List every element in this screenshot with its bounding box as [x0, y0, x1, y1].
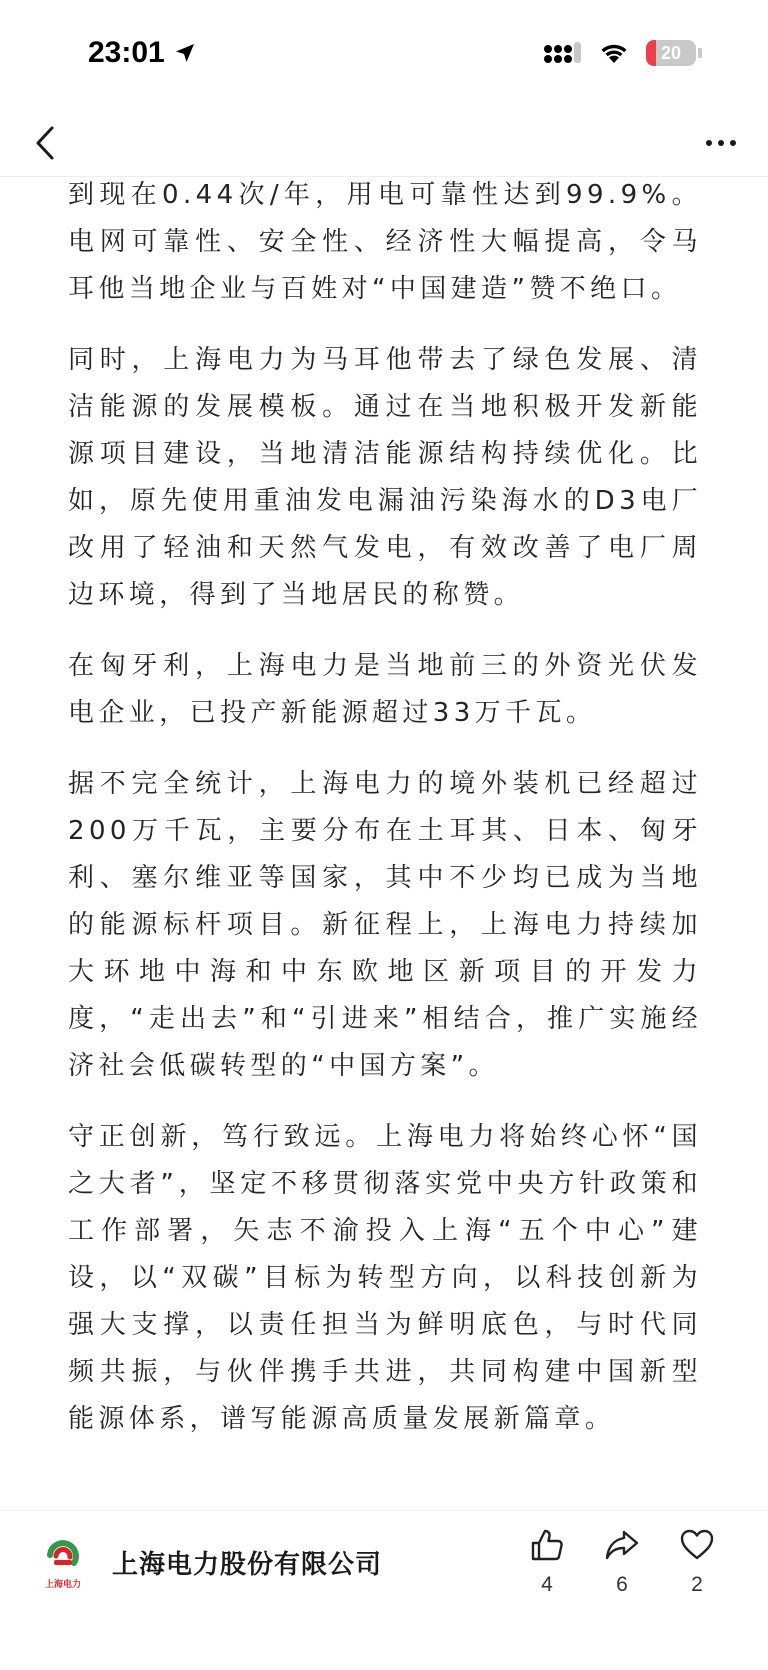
battery-fill	[646, 40, 656, 66]
status-time	[88, 36, 197, 70]
favorite-count: 2	[691, 1573, 703, 1596]
article-paragraph: 在匈牙利，上海电力是当地前三的外资光伏发电企业，已投产新能源超过33万千瓦。	[68, 651, 702, 728]
back-button[interactable]	[22, 118, 72, 168]
article-body	[68, 172, 702, 1510]
author-profile[interactable]	[38, 1535, 382, 1589]
article-paragraph: 同时，上海电力为马耳他带去了绿色发展、清洁能源的发展模板。通过在当地积极开发新能源项目建设，当地清洁能源结构持续优化。比如，原先使用重油发电漏油污染海水的D3电厂改用了轻油和天然气发电，有效改善了电厂周边环境，得到了当地居民的称赞。	[68, 345, 702, 610]
share-icon	[604, 1527, 640, 1563]
more-horizontal-icon	[696, 118, 746, 168]
logo-mark	[38, 1535, 88, 1575]
chevron-left-icon	[22, 118, 72, 168]
status-indicators	[544, 40, 702, 66]
time-text: 23:01	[88, 36, 165, 69]
article-paragraph: 守正创新，笃行致远。上海电力将始终心怀“国之大者”，坚定不移贯彻落实党中央方针政策和工作部署，矢志不渝投入上海“五个中心”建设，以“双碳”目标为转型方向，以科技创新为强大支撑，以责任担当为鲜明底色，与时代同频共振，与伙伴携手共进，共同构建中国新型能源体系，谱写能源高质量发展新篇章。	[68, 1122, 702, 1434]
cellular-signal-icon	[544, 40, 582, 66]
company-logo-icon	[38, 1535, 88, 1589]
nav-bar	[0, 110, 768, 177]
share-button[interactable]	[592, 1527, 652, 1597]
battery-level: 20	[660, 42, 682, 63]
like-count: 4	[541, 1573, 553, 1596]
logo-text: 上海电力	[44, 1580, 81, 1590]
location-arrow-icon	[173, 41, 197, 65]
battery-indicator	[646, 40, 702, 66]
article-paragraph: 到现在0.44次/年，用电可靠性达到99.9%。电网可靠性、安全性、经济性大幅提高，令马耳他当地企业与百姓对“中国建造”赞不绝口。	[68, 180, 702, 304]
heart-icon	[679, 1527, 715, 1563]
wifi-icon	[598, 41, 630, 65]
battery-tip	[698, 48, 702, 58]
article-paragraph: 据不完全统计，上海电力的境外装机已经超过200万千瓦，主要分布在土耳其、日本、匈牙利、塞尔维亚等国家，其中不少均已成为当地的能源标杆项目。新征程上，上海电力持续加大环地中海和中东欧地区新项目的开发力度，“走出去”和“引进来”相结合，推广实施经济社会低碳转型的“中国方案”。	[68, 769, 702, 1081]
share-count: 6	[616, 1573, 628, 1596]
author-name: 上海电力股份有限公司	[112, 1549, 383, 1580]
like-button[interactable]	[517, 1527, 577, 1597]
status-bar	[0, 0, 768, 110]
more-button[interactable]	[696, 118, 746, 168]
thumbs-up-icon	[529, 1527, 565, 1563]
article-footer	[0, 1510, 768, 1670]
favorite-button[interactable]	[667, 1527, 727, 1597]
battery-icon	[646, 40, 696, 66]
